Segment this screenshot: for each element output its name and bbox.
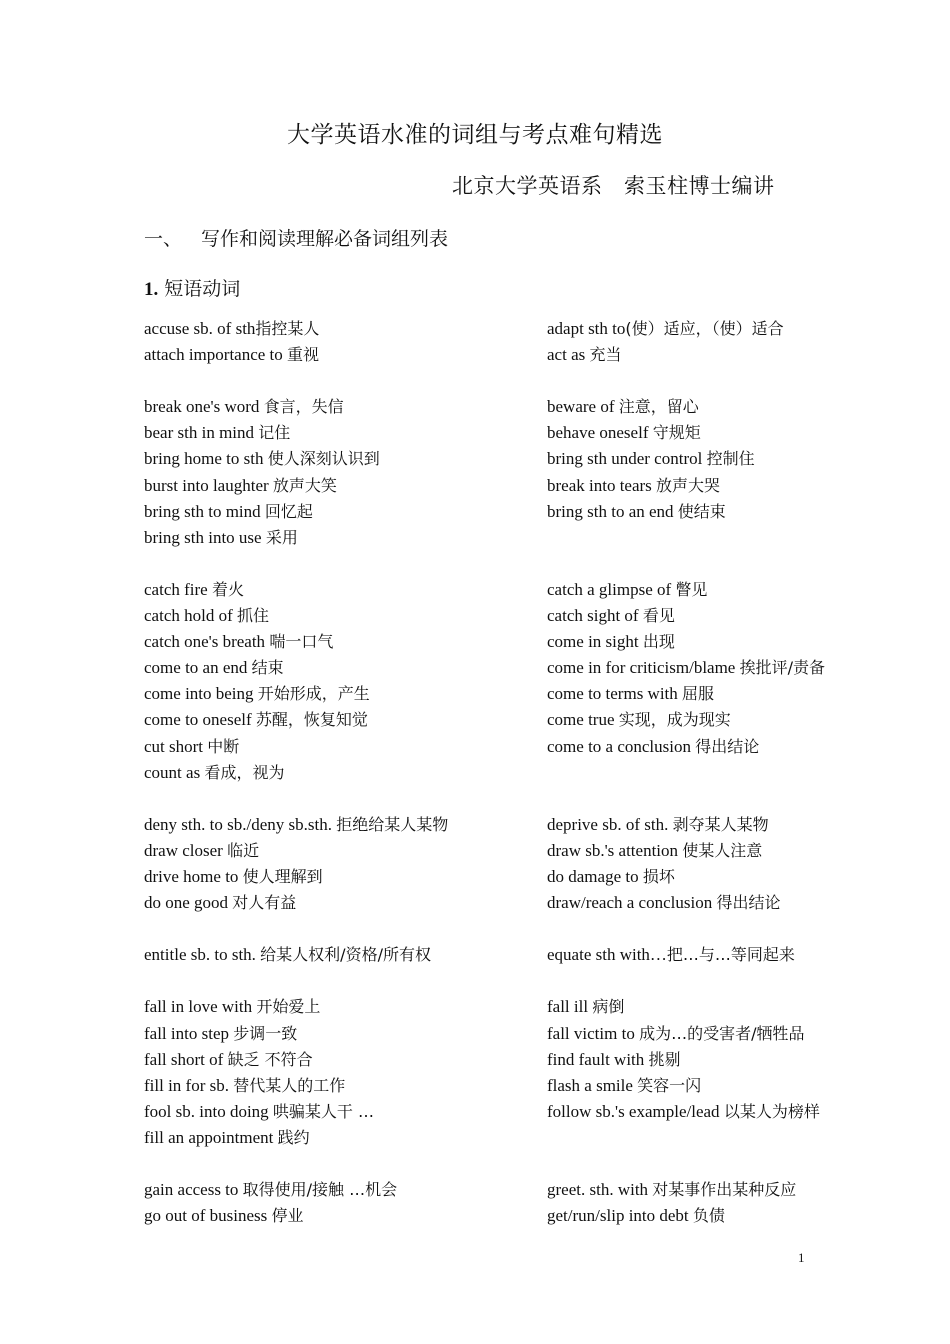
blank-line	[547, 786, 907, 812]
phrase-english: come to terms with	[547, 684, 683, 704]
page-number: 1	[798, 1250, 805, 1265]
phrase-english: drive home to	[144, 866, 243, 886]
phrase-entry	[547, 499, 907, 525]
phrase-entry	[144, 890, 534, 916]
phrase-entry	[547, 1021, 907, 1047]
phrase-entry	[547, 342, 907, 368]
blank-line	[144, 368, 534, 394]
phrase-chinese: 给某人权利/资格/所有权	[260, 945, 431, 965]
phrase-chinese: 充当	[589, 345, 622, 365]
phrase-entry	[144, 838, 534, 864]
phrase-entry	[144, 812, 534, 838]
phrase-entry	[144, 473, 534, 499]
blank-line	[547, 368, 907, 394]
phrase-english: come in for criticism/blame	[547, 658, 740, 678]
phrase-english: catch a glimpse of	[547, 579, 676, 599]
phrase-english: do damage to	[547, 866, 643, 886]
phrase-chinese: 出现	[642, 632, 675, 652]
phrase-chinese: 对某事作出某种反应	[652, 1180, 797, 1200]
phrase-entry	[144, 681, 534, 707]
subsection-heading	[144, 274, 240, 301]
phrase-english: bring home to sth	[144, 449, 268, 469]
phrase-english: attach importance to	[144, 345, 288, 365]
phrase-english: burst into laughter	[144, 475, 273, 495]
phrase-chinese: 看成，视为	[204, 762, 285, 782]
phrase-chinese: 以某人为榜样	[723, 1101, 820, 1121]
phrase-english: go out of business	[144, 1206, 272, 1226]
phrase-entry	[144, 342, 534, 368]
section-number: 一、	[144, 228, 183, 250]
author-line: 北京大学英语系 索玉柱博士编讲	[452, 174, 775, 198]
phrase-chinese: 屈服	[682, 684, 715, 704]
phrase-entry	[547, 812, 907, 838]
phrase-chinese: 替代某人的工作	[233, 1075, 346, 1095]
phrase-entry	[547, 681, 907, 707]
blank-line	[547, 551, 907, 577]
phrase-english: fall ill	[547, 997, 593, 1017]
phrase-english: act as	[547, 345, 590, 365]
phrase-chinese: 记住	[258, 423, 291, 443]
phrase-english: fall into step	[144, 1023, 234, 1043]
phrase-list-left	[144, 316, 534, 1229]
phrase-chinese: 拒绝给某人某物	[336, 814, 449, 834]
phrase-english: come to oneself	[144, 710, 256, 730]
phrase-chinese: 哄骗某人干 …	[272, 1101, 375, 1121]
phrase-entry	[547, 1073, 907, 1099]
phrase-chinese: 使结束	[677, 501, 726, 521]
subsection-number: 1.	[144, 279, 159, 300]
document-title: 大学英语水准的词组与考点难句精选	[287, 122, 663, 148]
phrase-english: flash a smile	[547, 1075, 638, 1095]
phrase-entry	[547, 316, 907, 342]
phrase-english: come to an end	[144, 658, 252, 678]
phrase-chinese: 控制住	[706, 449, 755, 469]
phrase-entry	[144, 1203, 534, 1229]
phrase-chinese: 把…与…等同起来	[666, 945, 795, 965]
phrase-entry	[547, 446, 907, 472]
phrase-entry	[144, 499, 534, 525]
phrase-chinese: 负债	[692, 1206, 725, 1226]
phrase-entry	[144, 394, 534, 420]
phrase-chinese: 苏醒，恢复知觉	[255, 710, 368, 730]
phrase-chinese: 开始形成，产生	[257, 684, 370, 704]
phrase-chinese: 挑剔	[648, 1049, 681, 1069]
phrase-chinese: 守规矩	[652, 423, 701, 443]
phrase-chinese: 放声大笑	[272, 475, 337, 495]
phrase-chinese: 使人深刻认识到	[267, 449, 380, 469]
phrase-chinese: 采用	[265, 527, 298, 547]
phrase-chinese: 剥夺某人某物	[672, 814, 769, 834]
phrase-entry	[144, 446, 534, 472]
phrase-chinese: 步调一致	[233, 1023, 298, 1043]
phrase-english: count as	[144, 762, 205, 782]
phrase-english: do one good	[144, 893, 233, 913]
phrase-entry	[144, 577, 534, 603]
phrase-chinese: 抓住	[237, 606, 270, 626]
phrase-english: fall in love with	[144, 997, 257, 1017]
phrase-english: fall short of	[144, 1049, 228, 1069]
subsection-title: 短语动词	[164, 278, 241, 300]
phrase-chinese: 践约	[277, 1127, 310, 1147]
phrase-entry	[144, 864, 534, 890]
phrase-english: equate sth with…	[547, 945, 667, 965]
phrase-english: cut short	[144, 736, 208, 756]
phrase-english: bring sth under control	[547, 449, 707, 469]
phrase-list-right	[547, 316, 907, 1229]
phrase-english: greet. sth. with	[547, 1180, 653, 1200]
blank-line	[547, 916, 907, 942]
phrase-chinese: 食言，失信	[263, 397, 344, 417]
phrase-entry	[144, 525, 534, 551]
phrase-english: fill in for sb.	[144, 1075, 234, 1095]
phrase-english: catch sight of	[547, 606, 643, 626]
phrase-entry	[144, 1177, 534, 1203]
phrase-english: come true	[547, 710, 619, 730]
phrase-entry	[547, 394, 907, 420]
blank-line	[144, 1151, 534, 1177]
phrase-entry	[547, 838, 907, 864]
phrase-chinese: 重视	[287, 345, 320, 365]
phrase-entry	[547, 420, 907, 446]
phrase-chinese: 使人理解到	[242, 866, 323, 886]
phrase-english: bring sth to an end	[547, 501, 678, 521]
phrase-english: bring sth into use	[144, 527, 266, 547]
phrase-chinese: 得出结论	[716, 893, 781, 913]
phrase-entry	[547, 629, 907, 655]
phrase-chinese: 停业	[271, 1206, 304, 1226]
phrase-english: fool sb. into doing	[144, 1101, 273, 1121]
phrase-entry	[144, 629, 534, 655]
phrase-entry	[144, 1047, 534, 1073]
phrase-entry	[144, 942, 534, 968]
phrase-chinese: 病倒	[592, 997, 625, 1017]
phrase-chinese: 临近	[227, 840, 260, 860]
phrase-english: draw/reach a conclusion	[547, 893, 717, 913]
phrase-entry	[547, 473, 907, 499]
phrase-chinese: 实现，成为现实	[618, 710, 731, 730]
phrase-english: get/run/slip into debt	[547, 1206, 693, 1226]
phrase-entry	[547, 1099, 907, 1125]
phrase-entry	[144, 1099, 534, 1125]
phrase-chinese: 取得使用/接触 …机会	[242, 1180, 398, 1200]
blank-line	[547, 1151, 907, 1177]
phrase-english: follow sb.'s example/lead	[547, 1101, 724, 1121]
blank-line	[547, 760, 907, 786]
phrase-chinese: 指控某人	[255, 319, 320, 338]
phrase-chinese: 得出结论	[695, 736, 760, 756]
phrase-entry	[144, 1125, 534, 1151]
phrase-entry	[144, 994, 534, 1020]
phrase-chinese: 笑容一闪	[637, 1075, 702, 1095]
phrase-english: beware of	[547, 397, 619, 417]
phrase-chinese: 损坏	[642, 866, 675, 886]
section-heading	[144, 224, 448, 251]
phrase-english: catch hold of	[144, 606, 237, 626]
phrase-english: break one's word	[144, 397, 264, 417]
phrase-english: find fault with	[547, 1049, 649, 1069]
phrase-entry	[144, 1073, 534, 1099]
phrase-entry	[547, 603, 907, 629]
phrase-entry	[144, 316, 534, 342]
phrase-chinese: 挨批评/责备	[739, 658, 826, 678]
phrase-entry	[547, 707, 907, 733]
phrase-english: bring sth to mind	[144, 501, 265, 521]
phrase-entry	[144, 734, 534, 760]
phrase-entry	[547, 1047, 907, 1073]
phrase-chinese: 放声大哭	[656, 475, 721, 495]
phrase-entry	[547, 655, 907, 681]
phrase-english: come into being	[144, 684, 258, 704]
phrase-chinese: 喘一口气	[269, 632, 334, 652]
phrase-entry	[547, 890, 907, 916]
phrase-chinese: 对人有益	[232, 893, 297, 913]
phrase-chinese: 着火	[211, 579, 244, 599]
blank-line	[144, 551, 534, 577]
blank-line	[144, 786, 534, 812]
phrase-chinese: 结束	[251, 658, 284, 678]
phrase-entry	[144, 655, 534, 681]
phrase-english: catch fire	[144, 579, 212, 599]
phrase-english: adapt sth to	[547, 319, 626, 338]
phrase-english: catch one's breath	[144, 632, 270, 652]
phrase-entry	[547, 942, 907, 968]
phrase-english: draw closer	[144, 840, 228, 860]
phrase-chinese: 使某人注意	[682, 840, 763, 860]
phrase-entry	[547, 994, 907, 1020]
phrase-entry	[547, 734, 907, 760]
phrase-english: behave oneself	[547, 423, 653, 443]
phrase-english: deny sth. to sb./deny sb.sth.	[144, 814, 337, 834]
phrase-entry	[547, 577, 907, 603]
phrase-chinese: 注意，留心	[618, 397, 699, 417]
phrase-english: entitle sb. to sth.	[144, 945, 261, 965]
phrase-chinese: 中断	[207, 736, 240, 756]
phrase-english: come to a conclusion	[547, 736, 696, 756]
phrase-chinese: 缺乏 不符合	[227, 1049, 313, 1069]
phrase-chinese: 开始爱上	[256, 997, 321, 1017]
phrase-entry	[144, 707, 534, 733]
phrase-entry	[547, 1177, 907, 1203]
phrase-entry	[144, 603, 534, 629]
phrase-english: come in sight	[547, 632, 643, 652]
phrase-chinese: 看见	[642, 606, 675, 626]
phrase-entry	[144, 420, 534, 446]
blank-line	[547, 525, 907, 551]
phrase-english: accuse sb. of sth	[144, 319, 256, 338]
phrase-chinese: 瞥见	[675, 579, 708, 599]
phrase-english: fill an appointment	[144, 1127, 278, 1147]
phrase-english: deprive sb. of sth.	[547, 814, 673, 834]
phrase-english: break into tears	[547, 475, 657, 495]
blank-line	[547, 968, 907, 994]
blank-line	[547, 1125, 907, 1151]
phrase-entry	[144, 1021, 534, 1047]
blank-line	[144, 968, 534, 994]
phrase-chinese: (使）适应，（使）适合	[625, 319, 784, 338]
phrase-chinese: 成为…的受害者/牺牲品	[639, 1023, 805, 1043]
blank-line	[144, 916, 534, 942]
phrase-entry	[547, 864, 907, 890]
phrase-chinese: 回忆起	[264, 501, 313, 521]
phrase-entry	[547, 1203, 907, 1229]
phrase-entry	[144, 760, 534, 786]
phrase-english: bear sth in mind	[144, 423, 259, 443]
phrase-english: fall victim to	[547, 1023, 640, 1043]
phrase-english: draw sb.'s attention	[547, 840, 683, 860]
section-title: 写作和阅读理解必备词组列表	[201, 228, 449, 250]
phrase-english: gain access to	[144, 1180, 243, 1200]
